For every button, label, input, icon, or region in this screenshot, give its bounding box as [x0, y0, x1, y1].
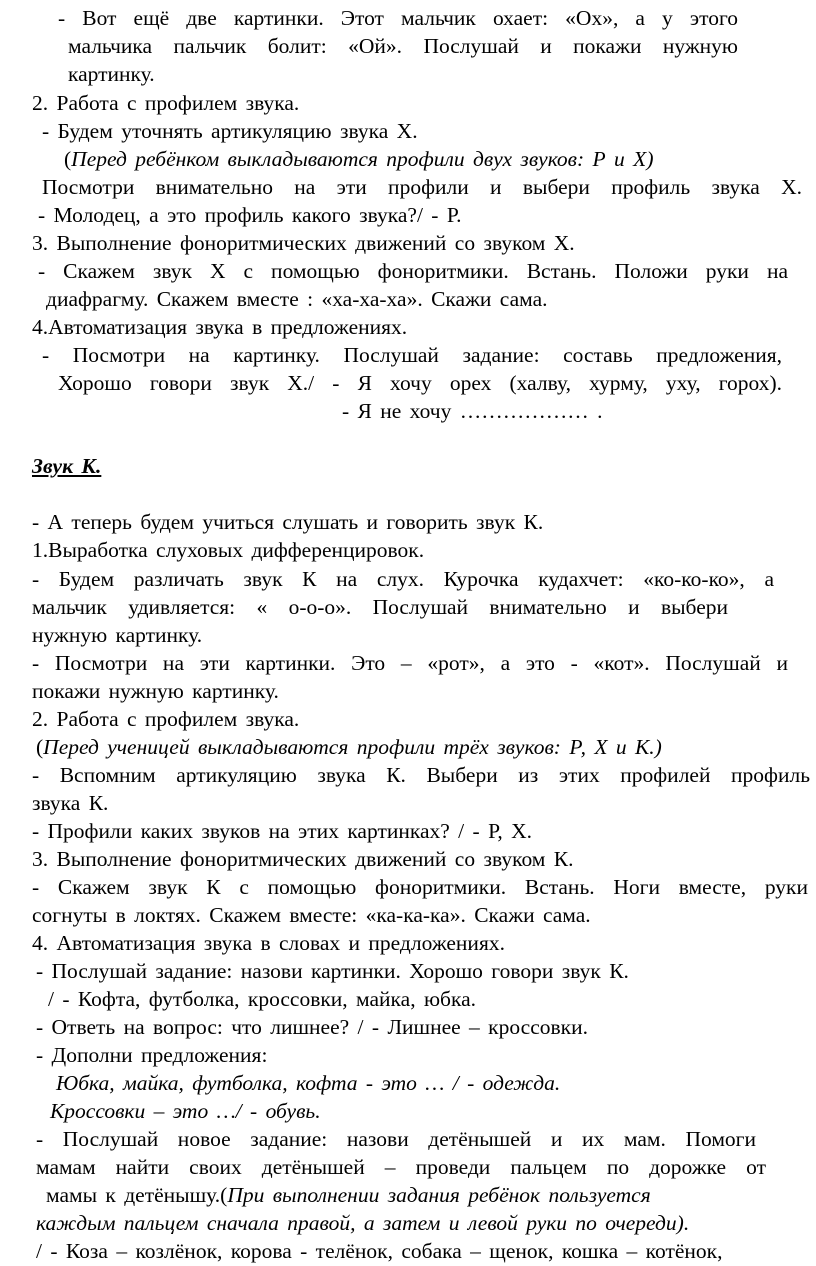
- text-line: / - Кофта, футболка, кроссовки, майка, юбка.: [48, 987, 477, 1011]
- text-line: покажи нужную картинку.: [32, 679, 279, 703]
- section-heading: 3. Выполнение фоноритмических движений со звуком К.: [32, 847, 574, 871]
- text-line: диафрагму. Скажем вместе : «ха-ха-ха». Скажи сама.: [46, 287, 548, 311]
- stage-direction: (Перед ученицей выкладываются профили трёх звуков: Р, Х и К.): [36, 735, 662, 759]
- text-line: - Профили каких звуков на этих картинках? / - Р, Х.: [32, 819, 532, 843]
- text-line: - Посмотри на эти картинки. Это – «рот», а это - «кот». Послушай и: [32, 651, 788, 675]
- italic-example: Юбка, майка, футболка, кофта - это … / - одежда.: [56, 1071, 561, 1095]
- text-line: - Вспомним артикуляцию звука К. Выбери из этих профилей профиль: [32, 763, 810, 787]
- text-line: - Будем уточнять артикуляцию звука Х.: [42, 119, 418, 143]
- stage-direction: (Перед ребёнком выкладываются профили двух звуков: Р и Х): [64, 147, 654, 171]
- italic-example: Кроссовки – это …/ - обувь.: [50, 1099, 321, 1123]
- section-heading: 4.Автоматизация звука в предложениях.: [32, 315, 408, 339]
- text-line: нужную картинку.: [32, 623, 203, 647]
- text-line: - Вот ещё две картинки. Этот мальчик охает: «Ох», а у этого: [58, 6, 738, 30]
- section-heading: 2. Работа с профилем звука.: [32, 707, 300, 731]
- text-line: звука К.: [32, 791, 109, 815]
- italic-note: каждым пальцем сначала правой, а затем и левой руки по очереди).: [36, 1211, 690, 1235]
- text-line: мамам найти своих детёнышей – проведи пальцем по дорожке от: [36, 1155, 766, 1179]
- text-line: - Послушай задание: назови картинки. Хорошо говори звук К.: [36, 959, 629, 983]
- section-heading: 4. Автоматизация звука в словах и предложениях.: [32, 931, 505, 955]
- section-heading: 3. Выполнение фоноритмических движений со звуком Х.: [32, 231, 575, 255]
- text-line: мамы к детёнышу.(При выполнении задания ребёнок пользуется: [46, 1183, 651, 1207]
- text-line: - Дополни предложения:: [36, 1043, 268, 1067]
- text-line: Посмотри внимательно на эти профили и выбери профиль звука Х.: [42, 175, 802, 199]
- text-line: - Ответь на вопрос: что лишнее? / - Лишнее – кроссовки.: [36, 1015, 588, 1039]
- section-heading: 2. Работа с профилем звука.: [32, 91, 300, 115]
- text-line: - Посмотри на картинку. Послушай задание: составь предложения,: [42, 343, 782, 367]
- text-line: - А теперь будем учиться слушать и говорить звук К.: [32, 510, 544, 534]
- text-line: - Молодец, а это профиль какого звука?/ - Р.: [38, 203, 462, 227]
- text-line: - Скажем звук Х с помощью фоноритмики. Встань. Положи руки на: [38, 259, 788, 283]
- text-line: - Скажем звук К с помощью фоноритмики. Встань. Ноги вместе, руки: [32, 875, 808, 899]
- text-line: картинку.: [68, 62, 155, 86]
- text-line: - Будем различать звук К на слух. Курочка кудахчет: «ко-ко-ко», а: [32, 567, 774, 591]
- text-line: согнуты в локтях. Скажем вместе: «ка-ка-ка». Скажи сама.: [32, 903, 591, 927]
- text-line: / - Коза – козлёнок, корова - телёнок, собака – щенок, кошка – котёнок,: [36, 1239, 723, 1263]
- text-line: - Послушай новое задание: назови детёнышей и их мам. Помоги: [36, 1127, 756, 1151]
- text-line: мальчика пальчик болит: «Ой». Послушай и покажи нужную: [68, 34, 738, 58]
- section-heading: 1.Выработка слуховых дифференцировок.: [32, 538, 425, 562]
- sound-k-heading: Звук К.: [32, 454, 102, 478]
- text-line: мальчик удивляется: « о-о-о». Послушай внимательно и выбери: [32, 595, 728, 619]
- text-line: - Я не хочу ……………… .: [342, 399, 603, 423]
- text-line: Хорошо говори звук Х./ - Я хочу орех (халву, хурму, уху, горох).: [58, 371, 782, 395]
